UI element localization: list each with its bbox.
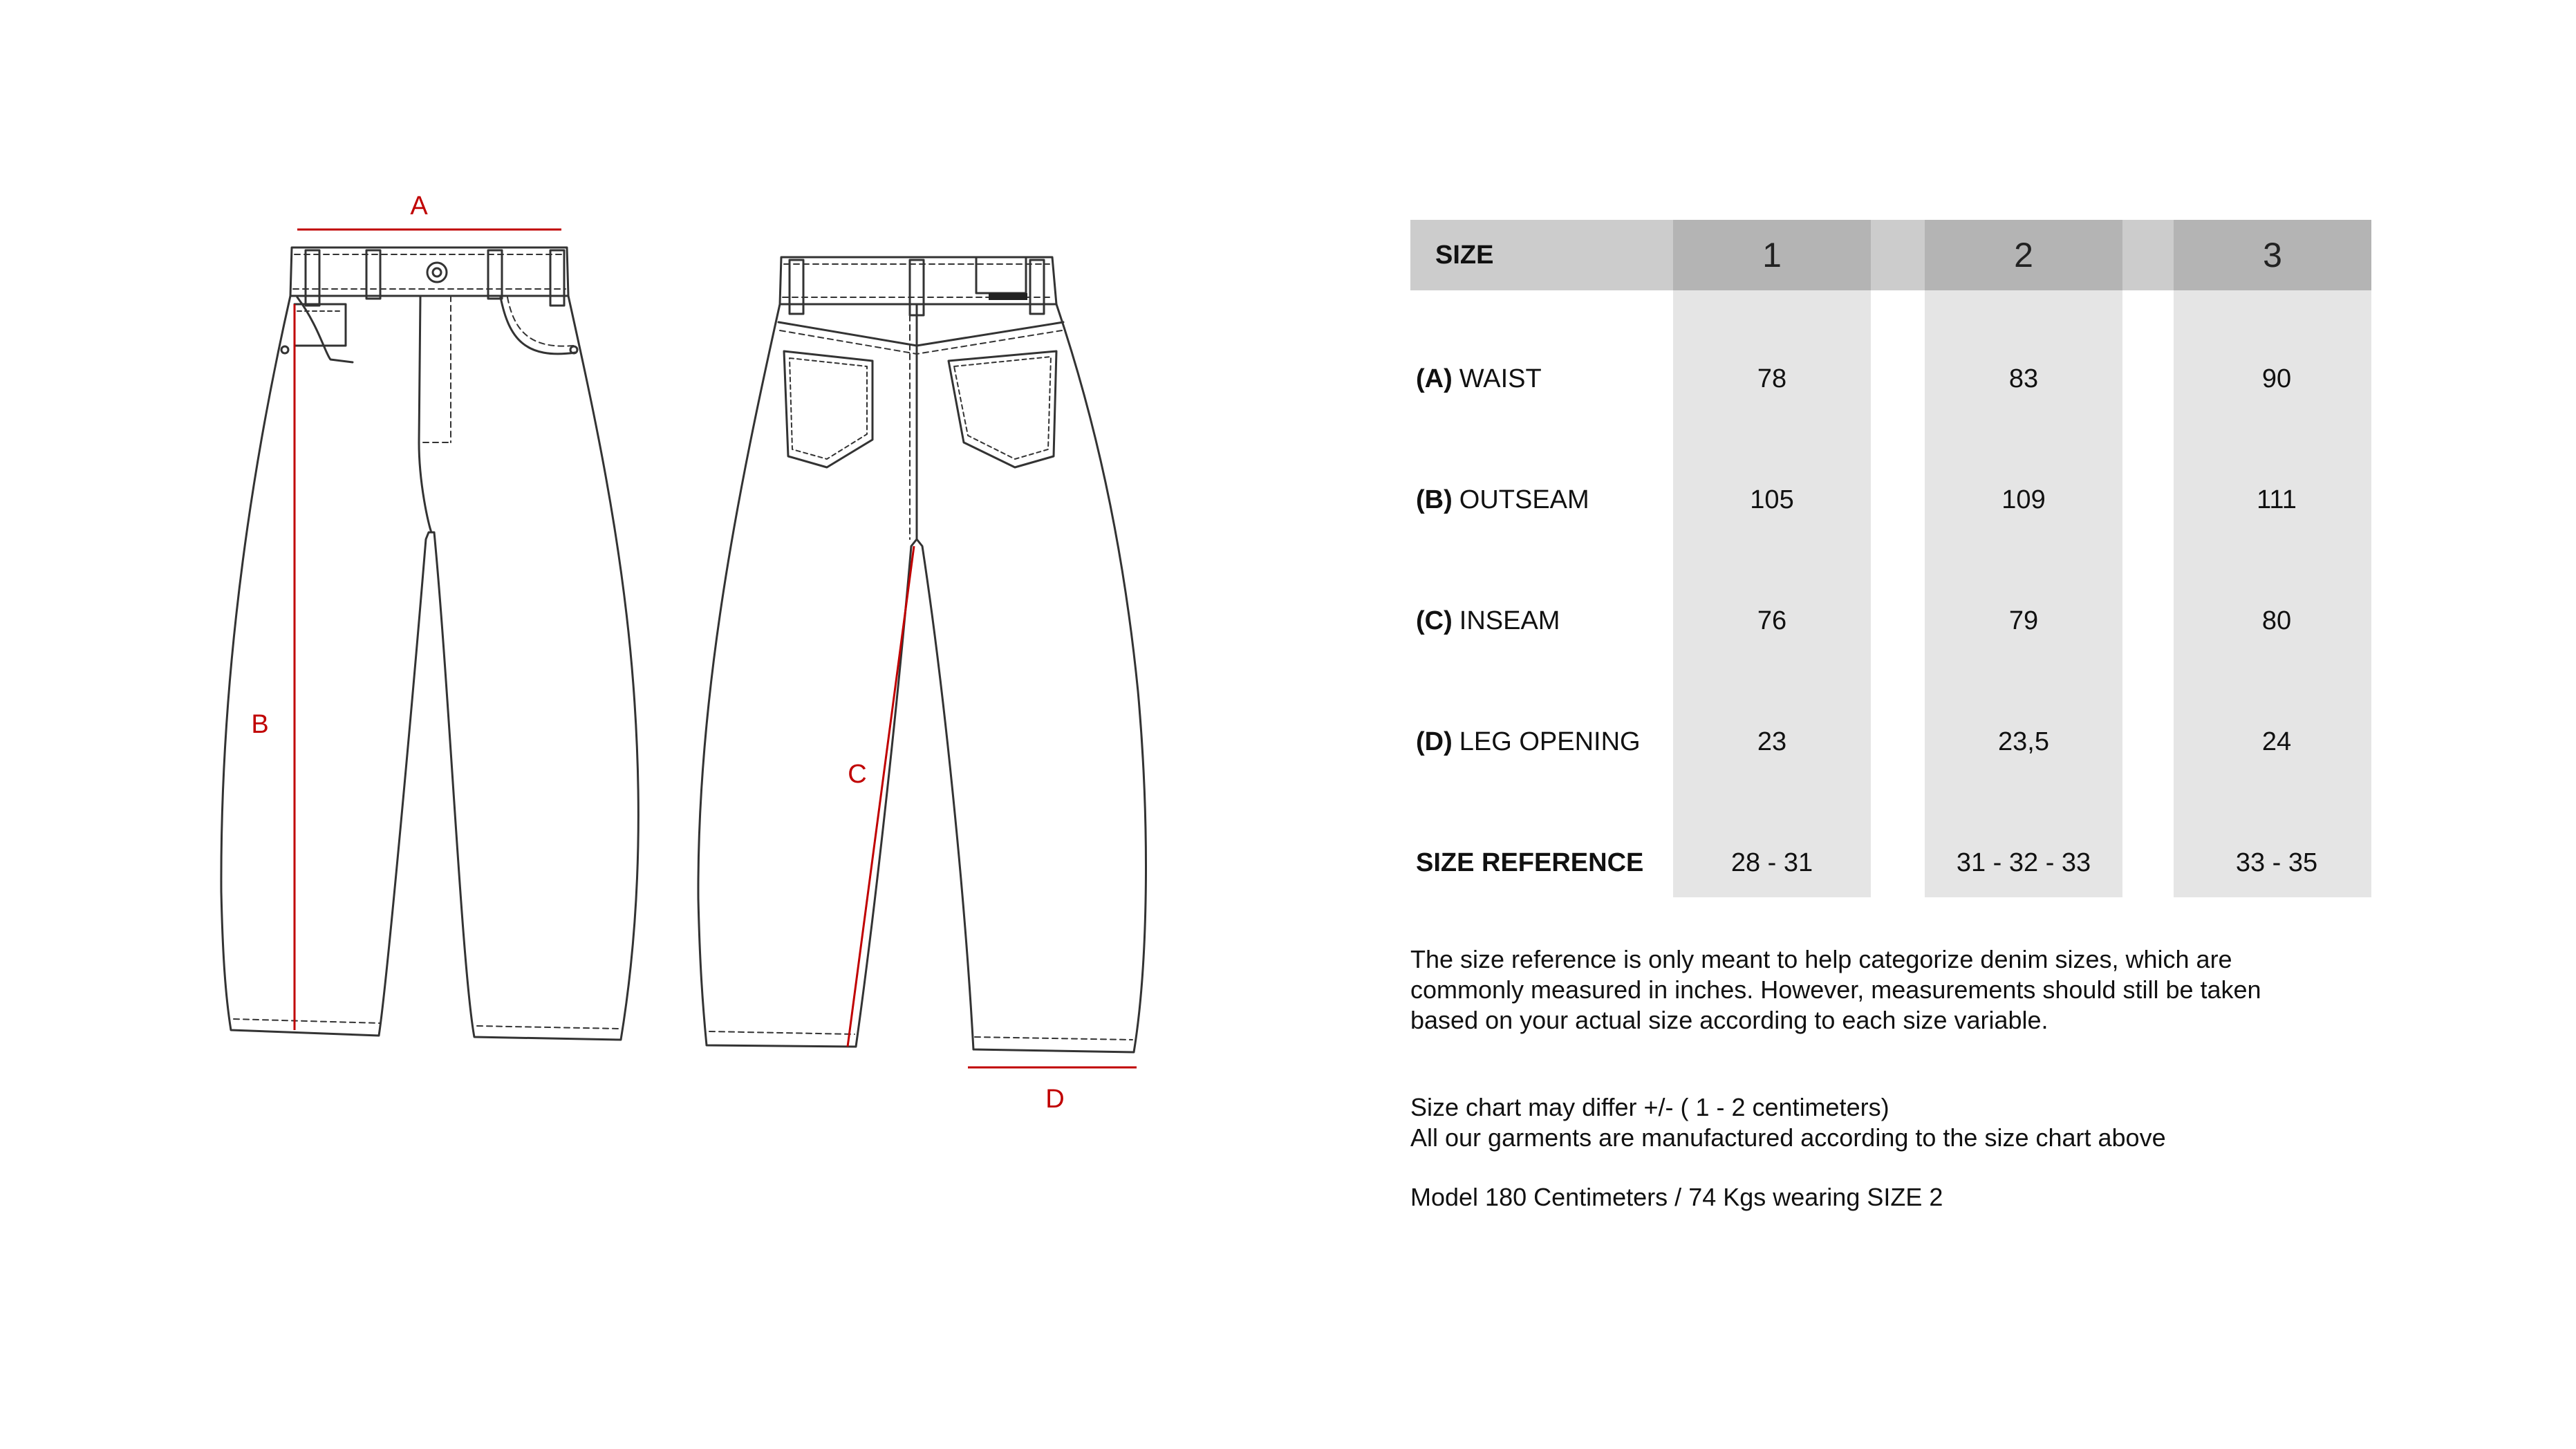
row-name: INSEAM <box>1459 606 1560 635</box>
table-cell: 28 - 31 <box>1730 848 1813 877</box>
size-2-header: 2 <box>1925 220 2122 290</box>
row-label-inseam <box>1416 600 1560 642</box>
row-label-waist <box>1416 358 1542 400</box>
row-label-leg-opening <box>1416 721 1641 763</box>
note-line: based on your actual size according to each size variable. <box>1410 1006 2048 1034</box>
table-cell: 23 <box>1757 727 1787 756</box>
size-3-header: 3 <box>2174 220 2371 290</box>
row-code: (B) <box>1416 485 1453 514</box>
table-cell: 109 <box>2001 485 2046 514</box>
note-line: Model 180 Centimeters / 74 Kgs wearing SIZE 2 <box>1410 1183 1943 1211</box>
size-2-column <box>1925 220 2122 897</box>
size-header-label: SIZE <box>1435 240 1494 270</box>
table-cell: 24 <box>2261 727 2292 756</box>
note-line: commonly measured in inches. However, measurements should still be taken <box>1410 975 2261 1004</box>
jeans-back-view <box>698 257 1146 1052</box>
inseam-measure-line <box>848 546 914 1047</box>
row-code: (C) <box>1416 606 1453 635</box>
label-a: A <box>410 191 428 221</box>
model-info-note <box>1410 1182 1943 1213</box>
size-1-column <box>1673 220 1871 897</box>
table-cell: 31 - 32 - 33 <box>1956 848 2091 877</box>
table-cell: 76 <box>1757 606 1787 635</box>
size-variance-note <box>1410 1092 2166 1153</box>
size-3-column <box>2174 220 2371 897</box>
label-b: B <box>251 710 269 739</box>
table-cell: 111 <box>2257 485 2297 514</box>
jeans-measurement-diagram <box>0 0 1217 1175</box>
jeans-front-view <box>221 247 638 1040</box>
row-label-size-reference: SIZE REFERENCE <box>1416 848 1644 877</box>
size-chart-table <box>1410 220 2371 897</box>
row-code: (D) <box>1416 727 1453 756</box>
table-cell: 105 <box>1750 485 1794 514</box>
table-cell: 23,5 <box>1998 727 2049 756</box>
note-line: Size chart may differ +/- ( 1 - 2 centimeters) <box>1410 1093 1889 1121</box>
label-d: D <box>1045 1085 1065 1114</box>
table-cell: 79 <box>2008 606 2039 635</box>
row-name: WAIST <box>1459 364 1542 393</box>
row-label-outseam <box>1416 479 1589 521</box>
size-1-header: 1 <box>1673 220 1871 290</box>
table-cell: 33 - 35 <box>2235 848 2318 877</box>
row-name: OUTSEAM <box>1459 485 1589 514</box>
table-cell: 80 <box>2261 606 2292 635</box>
note-line: All our garments are manufactured according to the size chart above <box>1410 1123 2166 1152</box>
table-cell: 78 <box>1757 364 1787 393</box>
row-code: (A) <box>1416 364 1453 393</box>
note-line: The size reference is only meant to help categorize denim sizes, which are <box>1410 945 2232 973</box>
row-name: LEG OPENING <box>1459 727 1641 756</box>
table-cell: 90 <box>2261 364 2292 393</box>
size-reference-note <box>1410 944 2261 1036</box>
table-cell: 83 <box>2008 364 2039 393</box>
label-c: C <box>848 760 867 789</box>
